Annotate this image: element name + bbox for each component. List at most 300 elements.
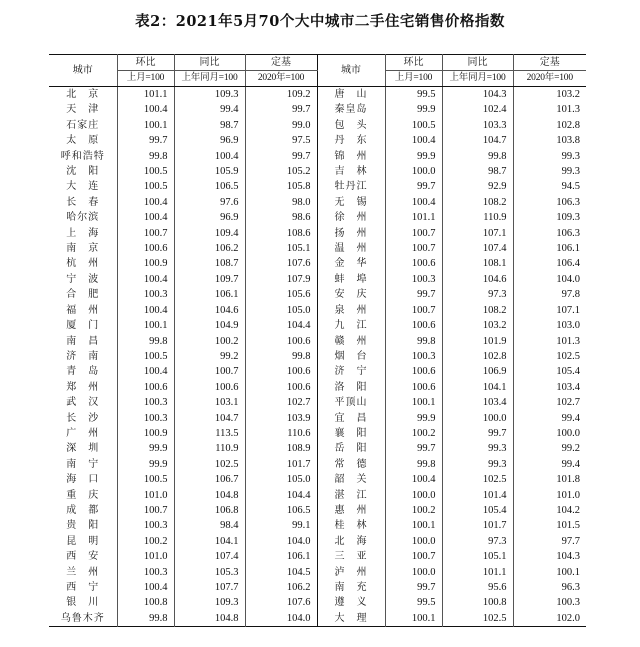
left-mom-value: 100.4 — [117, 303, 174, 318]
left-fixed-value: 107.9 — [245, 272, 317, 287]
right-fixed-value: 104.3 — [513, 549, 586, 564]
left-fixed-value: 100.6 — [245, 364, 317, 379]
left-fixed-value: 108.6 — [245, 226, 317, 241]
left-mom-value: 99.9 — [117, 457, 174, 472]
left-fixed-value: 105.0 — [245, 472, 317, 487]
left-city-name: 南 京 — [66, 243, 100, 255]
right-city-name: 丹 东 — [317, 133, 385, 148]
right-mom-value: 99.5 — [385, 595, 442, 610]
fixed-subheader-right: 2020年=100 — [513, 71, 586, 87]
left-yoy-value: 106.1 — [174, 287, 245, 302]
table-row — [49, 472, 586, 487]
left-yoy-value: 102.5 — [174, 457, 245, 472]
left-yoy-value: 107.4 — [174, 549, 245, 564]
left-mom-value: 99.9 — [117, 441, 174, 456]
table-row — [49, 441, 586, 456]
right-mom-value: 99.7 — [385, 287, 442, 302]
right-mom-value: 100.4 — [385, 195, 442, 210]
right-mom-value: 100.0 — [385, 565, 442, 580]
right-city-name: 桂 林 — [317, 518, 385, 533]
left-fixed-value: 106.1 — [245, 549, 317, 564]
table-row — [49, 226, 586, 241]
left-fixed-value: 99.1 — [245, 518, 317, 533]
right-city-name: 泉 州 — [317, 303, 385, 318]
left-mom-value: 99.8 — [117, 611, 174, 627]
left-mom-value: 100.4 — [117, 195, 174, 210]
left-city-name: 哈尔滨 — [66, 212, 100, 224]
left-yoy-value: 109.3 — [174, 87, 245, 103]
right-fixed-value: 96.3 — [513, 580, 586, 595]
mom-header-left: 环比 — [117, 55, 174, 71]
left-fixed-value: 100.6 — [245, 334, 317, 349]
table-row — [49, 549, 586, 564]
left-yoy-value: 105.3 — [174, 565, 245, 580]
left-fixed-value: 107.6 — [245, 595, 317, 610]
right-fixed-value: 100.3 — [513, 595, 586, 610]
right-mom-value: 100.6 — [385, 256, 442, 271]
left-fixed-value: 101.7 — [245, 457, 317, 472]
left-mom-value: 100.4 — [117, 580, 174, 595]
right-city-name: 徐 州 — [317, 210, 385, 225]
city-header-left: 城市 — [49, 55, 117, 87]
right-yoy-value: 105.1 — [442, 549, 513, 564]
left-fixed-value: 100.6 — [245, 380, 317, 395]
right-yoy-value: 102.5 — [442, 472, 513, 487]
left-fixed-value: 99.7 — [245, 102, 317, 117]
right-fixed-value: 97.8 — [513, 287, 586, 302]
right-yoy-value: 102.8 — [442, 349, 513, 364]
left-mom-value: 100.4 — [117, 364, 174, 379]
left-fixed-value: 97.5 — [245, 133, 317, 148]
left-city-name: 南 宁 — [66, 458, 100, 470]
left-fixed-value: 108.9 — [245, 441, 317, 456]
right-city-name: 南 充 — [317, 580, 385, 595]
left-city-name: 济 南 — [66, 350, 100, 362]
right-fixed-value: 99.3 — [513, 164, 586, 179]
right-mom-value: 100.6 — [385, 364, 442, 379]
left-yoy-value: 107.7 — [174, 580, 245, 595]
right-fixed-value: 104.2 — [513, 503, 586, 518]
left-mom-value: 101.0 — [117, 488, 174, 503]
right-city-name: 烟 台 — [317, 349, 385, 364]
right-yoy-value: 100.8 — [442, 595, 513, 610]
table-row — [49, 395, 586, 410]
left-fixed-value: 104.5 — [245, 565, 317, 580]
table-row — [49, 411, 586, 426]
left-yoy-value: 108.7 — [174, 256, 245, 271]
left-yoy-value: 96.9 — [174, 133, 245, 148]
city-header-right: 城市 — [317, 55, 385, 87]
right-fixed-value: 105.4 — [513, 364, 586, 379]
price-index-table-wrapper — [49, 54, 586, 627]
right-yoy-value: 108.1 — [442, 256, 513, 271]
right-yoy-value: 95.6 — [442, 580, 513, 595]
right-mom-value: 99.8 — [385, 334, 442, 349]
right-yoy-value: 107.4 — [442, 241, 513, 256]
table-row — [49, 149, 586, 164]
left-fixed-value: 99.8 — [245, 349, 317, 364]
right-city-name: 平顶山 — [317, 395, 385, 410]
right-fixed-value: 101.3 — [513, 102, 586, 117]
right-yoy-value: 100.0 — [442, 411, 513, 426]
right-yoy-value: 102.5 — [442, 611, 513, 627]
right-city-name: 宜 昌 — [317, 411, 385, 426]
right-fixed-value: 102.7 — [513, 395, 586, 410]
right-mom-value: 99.5 — [385, 87, 442, 103]
price-index-table — [49, 54, 586, 627]
right-city-name: 泸 州 — [317, 565, 385, 580]
left-mom-value: 100.6 — [117, 241, 174, 256]
left-fixed-value: 106.5 — [245, 503, 317, 518]
right-yoy-value: 104.1 — [442, 380, 513, 395]
right-yoy-value: 99.8 — [442, 149, 513, 164]
left-city-name: 上 海 — [66, 227, 100, 239]
left-city-name: 长 春 — [66, 196, 100, 208]
left-yoy-value: 99.4 — [174, 102, 245, 117]
right-fixed-value: 100.0 — [513, 426, 586, 441]
left-fixed-value: 98.6 — [245, 210, 317, 225]
table-row — [49, 210, 586, 225]
right-city-name: 牡丹江 — [317, 179, 385, 194]
left-yoy-value: 104.7 — [174, 411, 245, 426]
right-city-name: 惠 州 — [317, 503, 385, 518]
right-mom-value: 100.7 — [385, 303, 442, 318]
table-row — [49, 179, 586, 194]
table-row — [49, 457, 586, 472]
right-mom-value: 99.8 — [385, 457, 442, 472]
left-city-name: 兰 州 — [66, 566, 100, 578]
right-city-name: 无 锡 — [317, 195, 385, 210]
left-fixed-value: 99.7 — [245, 149, 317, 164]
left-city-name: 成 都 — [66, 504, 100, 516]
left-yoy-value: 98.7 — [174, 118, 245, 133]
right-yoy-value: 103.4 — [442, 395, 513, 410]
left-mom-value: 100.3 — [117, 287, 174, 302]
right-fixed-value: 101.3 — [513, 334, 586, 349]
left-city-name: 福 州 — [66, 304, 100, 316]
left-mom-value: 100.8 — [117, 595, 174, 610]
left-fixed-value: 99.0 — [245, 118, 317, 133]
left-city-name: 石家庄 — [66, 119, 100, 131]
left-city-name: 沈 阳 — [66, 166, 100, 178]
right-fixed-value: 99.4 — [513, 411, 586, 426]
left-mom-value: 100.3 — [117, 518, 174, 533]
left-mom-value: 101.1 — [117, 87, 174, 103]
right-city-name: 锦 州 — [317, 149, 385, 164]
right-fixed-value: 107.1 — [513, 303, 586, 318]
left-mom-value: 100.5 — [117, 179, 174, 194]
left-city-name: 昆 明 — [66, 535, 100, 547]
table-row — [49, 256, 586, 271]
right-mom-value: 100.3 — [385, 272, 442, 287]
yoy-subheader-right: 上年同月=100 — [442, 71, 513, 87]
right-city-name: 蚌 埠 — [317, 272, 385, 287]
left-city-name: 厦 门 — [66, 320, 100, 332]
right-fixed-value: 103.8 — [513, 133, 586, 148]
left-yoy-value: 103.1 — [174, 395, 245, 410]
left-city-name: 深 圳 — [66, 443, 100, 455]
table-row — [49, 334, 586, 349]
right-fixed-value: 102.8 — [513, 118, 586, 133]
left-city-name: 贵 阳 — [66, 520, 100, 532]
left-city-name: 长 沙 — [66, 412, 100, 424]
left-mom-value: 100.1 — [117, 318, 174, 333]
left-mom-value: 101.0 — [117, 549, 174, 564]
right-yoy-value: 104.6 — [442, 272, 513, 287]
right-mom-value: 100.6 — [385, 318, 442, 333]
right-mom-value: 100.4 — [385, 472, 442, 487]
right-city-name: 大 理 — [317, 611, 385, 627]
mom-subheader-right: 上月=100 — [385, 71, 442, 87]
yoy-header-left: 同比 — [174, 55, 245, 71]
left-city-name: 武 汉 — [66, 397, 100, 409]
left-mom-value: 100.7 — [117, 226, 174, 241]
right-yoy-value: 103.3 — [442, 118, 513, 133]
left-mom-value: 100.3 — [117, 411, 174, 426]
left-city-name: 西 安 — [66, 551, 100, 563]
left-fixed-value: 105.8 — [245, 179, 317, 194]
left-yoy-value: 104.1 — [174, 534, 245, 549]
right-yoy-value: 106.9 — [442, 364, 513, 379]
left-city-name: 银 川 — [66, 597, 100, 609]
right-city-name: 济 宁 — [317, 364, 385, 379]
table-row — [49, 241, 586, 256]
right-fixed-value: 100.1 — [513, 565, 586, 580]
table-row — [49, 133, 586, 148]
right-fixed-value: 94.5 — [513, 179, 586, 194]
right-fixed-value: 103.0 — [513, 318, 586, 333]
right-yoy-value: 98.7 — [442, 164, 513, 179]
table-row — [49, 611, 586, 627]
left-fixed-value: 104.0 — [245, 611, 317, 627]
right-fixed-value: 104.0 — [513, 272, 586, 287]
left-city-name: 呼和浩特 — [60, 150, 105, 162]
right-fixed-value: 101.0 — [513, 488, 586, 503]
left-city-name: 太 原 — [66, 135, 100, 147]
table-row — [49, 518, 586, 533]
left-fixed-value: 105.0 — [245, 303, 317, 318]
right-fixed-value: 109.3 — [513, 210, 586, 225]
right-mom-value: 99.9 — [385, 149, 442, 164]
left-mom-value: 100.5 — [117, 164, 174, 179]
right-mom-value: 99.7 — [385, 441, 442, 456]
left-mom-value: 99.8 — [117, 334, 174, 349]
table-row — [49, 595, 586, 610]
right-yoy-value: 110.9 — [442, 210, 513, 225]
left-mom-value: 100.2 — [117, 534, 174, 549]
left-mom-value: 100.9 — [117, 426, 174, 441]
left-fixed-value: 105.6 — [245, 287, 317, 302]
left-yoy-value: 104.9 — [174, 318, 245, 333]
table-row — [49, 380, 586, 395]
fixed-subheader-left: 2020年=100 — [245, 71, 317, 87]
yoy-header-right: 同比 — [442, 55, 513, 71]
left-yoy-value: 100.7 — [174, 364, 245, 379]
left-fixed-value: 102.7 — [245, 395, 317, 410]
left-city-name: 宁 波 — [66, 273, 100, 285]
table-row — [49, 534, 586, 549]
table-title: 表2：2021年5月70个大中城市二手住宅销售价格指数 — [135, 13, 505, 30]
right-yoy-value: 103.2 — [442, 318, 513, 333]
left-mom-value: 100.4 — [117, 272, 174, 287]
left-city-name: 南 昌 — [66, 335, 100, 347]
left-mom-value: 100.5 — [117, 349, 174, 364]
left-yoy-value: 106.5 — [174, 179, 245, 194]
right-city-name: 吉 林 — [317, 164, 385, 179]
right-fixed-value: 102.0 — [513, 611, 586, 627]
table-row — [49, 195, 586, 210]
left-fixed-value: 98.0 — [245, 195, 317, 210]
right-fixed-value: 103.2 — [513, 87, 586, 103]
right-mom-value: 100.0 — [385, 164, 442, 179]
left-city-name: 西 宁 — [66, 582, 100, 593]
left-city-name: 乌鲁木齐 — [60, 612, 105, 624]
left-mom-value: 100.6 — [117, 380, 174, 395]
right-fixed-value: 101.8 — [513, 472, 586, 487]
right-mom-value: 100.7 — [385, 241, 442, 256]
right-fixed-value: 106.3 — [513, 226, 586, 241]
left-fixed-value: 105.1 — [245, 241, 317, 256]
right-city-name: 北 海 — [317, 534, 385, 549]
right-fixed-value: 102.5 — [513, 349, 586, 364]
fixed-header-right: 定基 — [513, 55, 586, 71]
right-fixed-value: 106.1 — [513, 241, 586, 256]
left-mom-value: 100.4 — [117, 102, 174, 117]
left-yoy-value: 106.7 — [174, 472, 245, 487]
left-city-name: 郑 州 — [66, 381, 100, 393]
right-city-name: 常 德 — [317, 457, 385, 472]
right-mom-value: 100.1 — [385, 611, 442, 627]
right-yoy-value: 97.3 — [442, 534, 513, 549]
left-city-name: 青 岛 — [66, 366, 100, 378]
right-fixed-value: 103.4 — [513, 380, 586, 395]
right-yoy-value: 99.7 — [442, 426, 513, 441]
left-fixed-value: 103.9 — [245, 411, 317, 426]
right-yoy-value: 92.9 — [442, 179, 513, 194]
left-city-name: 天 津 — [66, 104, 100, 116]
right-mom-value: 100.6 — [385, 380, 442, 395]
right-yoy-value: 99.3 — [442, 441, 513, 456]
table-row — [49, 287, 586, 302]
left-fixed-value: 106.2 — [245, 580, 317, 595]
left-fixed-value: 107.6 — [245, 256, 317, 271]
table-row — [49, 364, 586, 379]
right-yoy-value: 99.3 — [442, 457, 513, 472]
left-yoy-value: 109.7 — [174, 272, 245, 287]
right-city-name: 韶 关 — [317, 472, 385, 487]
table-row — [49, 164, 586, 179]
right-city-name: 遵 义 — [317, 595, 385, 610]
right-yoy-value: 104.7 — [442, 133, 513, 148]
right-yoy-value: 101.4 — [442, 488, 513, 503]
right-yoy-value: 108.2 — [442, 195, 513, 210]
table-row — [49, 87, 586, 103]
left-yoy-value: 113.5 — [174, 426, 245, 441]
right-yoy-value: 105.4 — [442, 503, 513, 518]
left-mom-value: 99.8 — [117, 149, 174, 164]
left-yoy-value: 106.2 — [174, 241, 245, 256]
right-mom-value: 100.7 — [385, 226, 442, 241]
left-mom-value: 100.5 — [117, 472, 174, 487]
right-fixed-value: 101.5 — [513, 518, 586, 533]
right-yoy-value: 108.2 — [442, 303, 513, 318]
table-row — [49, 272, 586, 287]
right-mom-value: 100.1 — [385, 518, 442, 533]
right-city-name: 秦皇岛 — [317, 102, 385, 117]
left-yoy-value: 109.4 — [174, 226, 245, 241]
right-mom-value: 99.9 — [385, 411, 442, 426]
right-city-name: 安 庆 — [317, 287, 385, 302]
right-mom-value: 100.4 — [385, 133, 442, 148]
left-yoy-value: 104.8 — [174, 611, 245, 627]
mom-subheader-left: 上月=100 — [117, 71, 174, 87]
table-row — [49, 565, 586, 580]
table-row — [49, 349, 586, 364]
left-mom-value: 100.7 — [117, 503, 174, 518]
right-yoy-value: 101.1 — [442, 565, 513, 580]
right-city-name: 扬 州 — [317, 226, 385, 241]
left-fixed-value: 104.4 — [245, 318, 317, 333]
right-mom-value: 100.1 — [385, 395, 442, 410]
table-row — [49, 102, 586, 117]
right-mom-value: 100.5 — [385, 118, 442, 133]
right-yoy-value: 101.9 — [442, 334, 513, 349]
right-fixed-value: 99.2 — [513, 441, 586, 456]
left-city-name: 杭 州 — [66, 258, 100, 270]
left-yoy-value: 97.6 — [174, 195, 245, 210]
table-body — [49, 87, 586, 627]
table-row — [49, 503, 586, 518]
left-mom-value: 100.1 — [117, 118, 174, 133]
right-fixed-value: 99.4 — [513, 457, 586, 472]
left-yoy-value: 96.9 — [174, 210, 245, 225]
mom-header-right: 环比 — [385, 55, 442, 71]
right-city-name: 赣 州 — [317, 334, 385, 349]
left-fixed-value: 110.6 — [245, 426, 317, 441]
left-yoy-value: 99.2 — [174, 349, 245, 364]
table-row — [49, 580, 586, 595]
left-yoy-value: 98.4 — [174, 518, 245, 533]
left-yoy-value: 100.4 — [174, 149, 245, 164]
left-fixed-value: 104.0 — [245, 534, 317, 549]
right-mom-value: 101.1 — [385, 210, 442, 225]
left-yoy-value: 109.3 — [174, 595, 245, 610]
table-row — [49, 303, 586, 318]
left-city-name: 广 州 — [66, 427, 100, 439]
right-city-name: 洛 阳 — [317, 380, 385, 395]
right-city-name: 湛 江 — [317, 488, 385, 503]
left-yoy-value: 106.8 — [174, 503, 245, 518]
right-city-name: 唐 山 — [317, 87, 385, 103]
header-row-main — [49, 55, 586, 71]
right-mom-value: 100.7 — [385, 549, 442, 564]
table-row — [49, 318, 586, 333]
right-mom-value: 100.3 — [385, 349, 442, 364]
right-fixed-value: 99.3 — [513, 149, 586, 164]
right-fixed-value: 106.4 — [513, 256, 586, 271]
right-city-name: 温 州 — [317, 241, 385, 256]
left-city-name: 重 庆 — [66, 489, 100, 501]
left-mom-value: 100.3 — [117, 395, 174, 410]
right-mom-value: 100.2 — [385, 426, 442, 441]
right-mom-value: 100.0 — [385, 534, 442, 549]
left-yoy-value: 105.9 — [174, 164, 245, 179]
left-mom-value: 100.3 — [117, 565, 174, 580]
right-yoy-value: 107.1 — [442, 226, 513, 241]
left-city-name: 海 口 — [66, 474, 100, 486]
left-yoy-value: 100.2 — [174, 334, 245, 349]
left-mom-value: 100.4 — [117, 210, 174, 225]
